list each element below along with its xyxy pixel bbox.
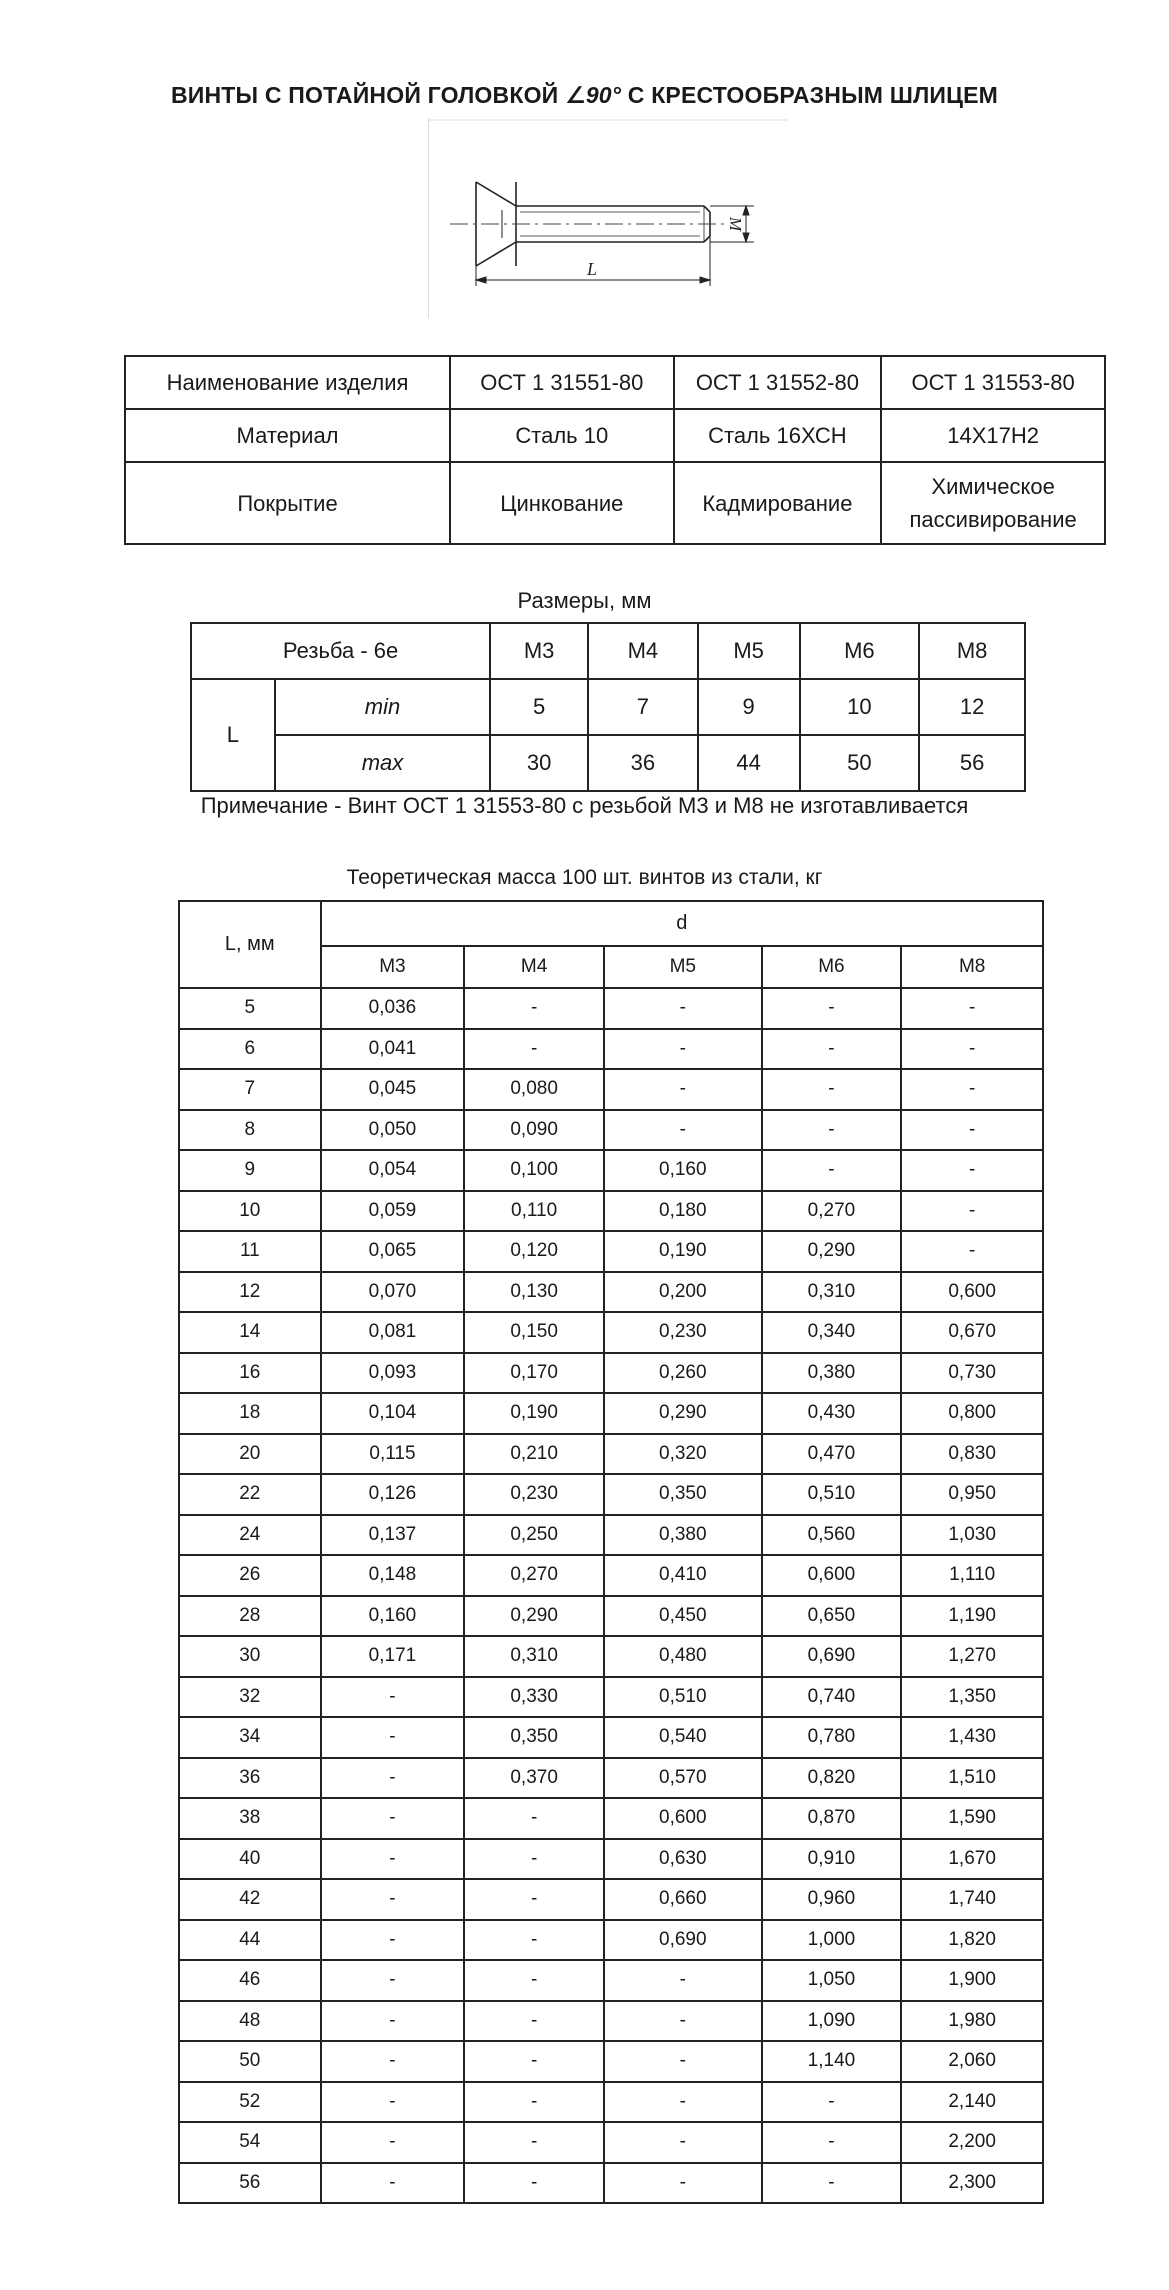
table-row xyxy=(179,1717,1043,1758)
mass-cell: - xyxy=(762,2163,902,2204)
mass-cell: 1,980 xyxy=(901,2001,1043,2042)
mass-cell: 0,650 xyxy=(762,1596,902,1637)
table-row xyxy=(179,1596,1043,1637)
mass-cell: 0,126 xyxy=(321,1474,465,1515)
length-cell: 26 xyxy=(179,1555,321,1596)
table-row xyxy=(179,1029,1043,1070)
mass-cell: 0,065 xyxy=(321,1231,465,1272)
length-cell: 18 xyxy=(179,1393,321,1434)
mass-cell: - xyxy=(604,1110,762,1151)
length-cell: 6 xyxy=(179,1029,321,1070)
mass-cell: 1,430 xyxy=(901,1717,1043,1758)
length-cell: 38 xyxy=(179,1798,321,1839)
table-row xyxy=(179,1150,1043,1191)
table-row xyxy=(179,1312,1043,1353)
table-row xyxy=(179,1069,1043,1110)
table-row xyxy=(179,1515,1043,1556)
mass-cell: 0,950 xyxy=(901,1474,1043,1515)
thread-label: Резьба - 6е xyxy=(191,623,490,679)
mass-cell: 0,600 xyxy=(604,1798,762,1839)
mass-cell: 0,200 xyxy=(604,1272,762,1313)
l-label: L xyxy=(191,679,275,791)
mass-cell: - xyxy=(464,988,604,1029)
length-cell: 44 xyxy=(179,1920,321,1961)
mass-cell: 0,180 xyxy=(604,1191,762,1232)
mass-cell: 0,510 xyxy=(762,1474,902,1515)
mass-cell: 1,000 xyxy=(762,1920,902,1961)
mass-cell: 0,110 xyxy=(464,1191,604,1232)
length-cell: 11 xyxy=(179,1231,321,1272)
title-prefix: ВИНТЫ С ПОТАЙНОЙ ГОЛОВКОЙ xyxy=(170,82,559,108)
mass-cell: 0,150 xyxy=(464,1312,604,1353)
length-cell: 54 xyxy=(179,2122,321,2163)
mass-cell: - xyxy=(901,1029,1043,1070)
mass-cell: - xyxy=(464,2041,604,2082)
table-row xyxy=(179,1110,1043,1151)
table-row xyxy=(179,1191,1043,1232)
mass-cell: - xyxy=(604,1069,762,1110)
mass-cell: 0,230 xyxy=(604,1312,762,1353)
mass-cell: 0,470 xyxy=(762,1434,902,1475)
mass-cell: - xyxy=(464,2122,604,2163)
mass-cell: 0,190 xyxy=(604,1231,762,1272)
table-row xyxy=(179,1839,1043,1880)
spec-row-label: Материал xyxy=(125,409,450,462)
mass-cell: 0,036 xyxy=(321,988,465,1029)
dim-m-label: M xyxy=(726,216,745,232)
mass-cell: 0,830 xyxy=(901,1434,1043,1475)
length-cell: 36 xyxy=(179,1758,321,1799)
mass-cell: 0,137 xyxy=(321,1515,465,1556)
length-cell: 52 xyxy=(179,2082,321,2123)
mass-cell: - xyxy=(321,2041,465,2082)
mass-cell: 1,270 xyxy=(901,1636,1043,1677)
mass-cell: 0,410 xyxy=(604,1555,762,1596)
length-cell: 24 xyxy=(179,1515,321,1556)
mass-col-header: М6 xyxy=(762,946,902,988)
mass-cell: - xyxy=(321,1920,465,1961)
mass-cell: 0,050 xyxy=(321,1110,465,1151)
mass-cell: 0,230 xyxy=(464,1474,604,1515)
max-value: 36 xyxy=(588,735,698,791)
mass-cell: - xyxy=(321,2163,465,2204)
mass-cell: 0,290 xyxy=(464,1596,604,1637)
length-cell: 46 xyxy=(179,1960,321,2001)
table-row xyxy=(179,2082,1043,2123)
length-cell: 14 xyxy=(179,1312,321,1353)
mass-cell: 0,660 xyxy=(604,1879,762,1920)
mass-cell: 0,690 xyxy=(762,1636,902,1677)
mass-cell: - xyxy=(464,1029,604,1070)
mass-cell: 0,250 xyxy=(464,1515,604,1556)
length-cell: 30 xyxy=(179,1636,321,1677)
max-value: 30 xyxy=(490,735,588,791)
mass-cell: 0,870 xyxy=(762,1798,902,1839)
spec-row-label: Покрытие xyxy=(125,462,450,544)
spec-cell: ОСТ 1 31553-80 xyxy=(881,356,1105,409)
table-row xyxy=(179,2001,1043,2042)
spec-cell: ОСТ 1 31552-80 xyxy=(674,356,882,409)
thread-header: М3 xyxy=(490,623,588,679)
mass-cell: - xyxy=(464,1879,604,1920)
length-cell: 7 xyxy=(179,1069,321,1110)
mass-cell: - xyxy=(901,1069,1043,1110)
mass-cell: 0,115 xyxy=(321,1434,465,1475)
mass-cell: - xyxy=(464,2163,604,2204)
min-value: 9 xyxy=(698,679,800,735)
length-cell: 42 xyxy=(179,1879,321,1920)
mass-cell: 1,350 xyxy=(901,1677,1043,1718)
table-row xyxy=(179,1636,1043,1677)
table-row xyxy=(179,1879,1043,1920)
mass-cell: - xyxy=(604,1960,762,2001)
mass-cell: 1,740 xyxy=(901,1879,1043,1920)
mass-cell: 0,290 xyxy=(762,1231,902,1272)
mass-cell: 0,340 xyxy=(762,1312,902,1353)
length-cell: 12 xyxy=(179,1272,321,1313)
spec-cell: ОСТ 1 31551-80 xyxy=(450,356,673,409)
spec-cell: Химическое пассивирование xyxy=(881,462,1105,544)
mass-cell: 0,380 xyxy=(604,1515,762,1556)
mass-cell: 0,960 xyxy=(762,1879,902,1920)
mass-cell: - xyxy=(464,1920,604,1961)
mass-cell: - xyxy=(604,1029,762,1070)
title-angle: ∠90° xyxy=(565,82,622,108)
table-row xyxy=(179,1960,1043,2001)
mass-cell: 0,290 xyxy=(604,1393,762,1434)
mass-cell: - xyxy=(604,988,762,1029)
spec-cell: Сталь 10 xyxy=(450,409,673,462)
spec-cell: Кадмирование xyxy=(674,462,882,544)
mass-cell: - xyxy=(321,2122,465,2163)
mass-cell: - xyxy=(901,1191,1043,1232)
length-cell: 16 xyxy=(179,1353,321,1394)
mass-cell: - xyxy=(321,1798,465,1839)
min-value: 12 xyxy=(919,679,1025,735)
mass-cell: 0,104 xyxy=(321,1393,465,1434)
mass-cell: - xyxy=(321,1879,465,1920)
dim-l-label: L xyxy=(586,259,598,279)
mass-cell: - xyxy=(464,1798,604,1839)
table-row xyxy=(179,988,1043,1029)
min-value: 5 xyxy=(490,679,588,735)
mass-cell: 0,320 xyxy=(604,1434,762,1475)
spec-table xyxy=(124,355,1106,545)
mass-cell: 0,081 xyxy=(321,1312,465,1353)
dims-note: Примечание - Винт ОСТ 1 31553-80 с резьбой М3 и М8 не изготавливается xyxy=(200,793,969,818)
mass-cell: - xyxy=(762,988,902,1029)
max-value: 44 xyxy=(698,735,800,791)
mass-cell: 0,093 xyxy=(321,1353,465,1394)
spec-cell: 14Х17Н2 xyxy=(881,409,1105,462)
table-row xyxy=(179,1920,1043,1961)
spec-row xyxy=(125,356,1105,409)
spec-cell: Цинкование xyxy=(450,462,673,544)
mass-cell: 0,730 xyxy=(901,1353,1043,1394)
mass-cell: 0,780 xyxy=(762,1717,902,1758)
table-row xyxy=(179,1434,1043,1475)
table-row xyxy=(179,2122,1043,2163)
mass-cell: 2,140 xyxy=(901,2082,1043,2123)
table-row xyxy=(179,1231,1043,1272)
mass-cell: 0,380 xyxy=(762,1353,902,1394)
mass-col-header: М8 xyxy=(901,946,1043,988)
mass-cell: - xyxy=(901,1150,1043,1191)
max-label: max xyxy=(275,735,490,791)
mass-cell: 1,670 xyxy=(901,1839,1043,1880)
dims-table xyxy=(190,622,1026,792)
table-row xyxy=(179,2163,1043,2204)
table-row xyxy=(179,1758,1043,1799)
mass-cell: 0,310 xyxy=(762,1272,902,1313)
table-row xyxy=(179,1474,1043,1515)
mass-cell: 0,148 xyxy=(321,1555,465,1596)
length-cell: 40 xyxy=(179,1839,321,1880)
mass-cell: 0,600 xyxy=(762,1555,902,1596)
mass-cell: - xyxy=(762,1069,902,1110)
screw-drawing xyxy=(428,118,808,323)
mass-cell: 0,160 xyxy=(321,1596,465,1637)
mass-cell: 0,070 xyxy=(321,1272,465,1313)
length-cell: 10 xyxy=(179,1191,321,1232)
mass-cell: - xyxy=(762,1150,902,1191)
mass-cell: - xyxy=(321,1960,465,2001)
mass-cell: 0,820 xyxy=(762,1758,902,1799)
length-cell: 56 xyxy=(179,2163,321,2204)
mass-cell: - xyxy=(321,1717,465,1758)
table-row xyxy=(179,1677,1043,1718)
mass-cell: 0,690 xyxy=(604,1920,762,1961)
length-cell: 5 xyxy=(179,988,321,1029)
mass-cell: - xyxy=(321,1839,465,1880)
spec-row xyxy=(125,409,1105,462)
length-cell: 22 xyxy=(179,1474,321,1515)
length-cell: 34 xyxy=(179,1717,321,1758)
length-cell: 9 xyxy=(179,1150,321,1191)
mass-cell: 0,910 xyxy=(762,1839,902,1880)
mass-cell: - xyxy=(762,1110,902,1151)
mass-cell: 0,600 xyxy=(901,1272,1043,1313)
thread-header: М6 xyxy=(800,623,920,679)
mass-cell: 0,171 xyxy=(321,1636,465,1677)
mass-cell: 0,260 xyxy=(604,1353,762,1394)
dims-caption: Размеры, мм xyxy=(517,588,652,613)
mass-cell: - xyxy=(321,1758,465,1799)
mass-cell: 0,059 xyxy=(321,1191,465,1232)
mass-caption: Теоретическая масса 100 шт. винтов из стали, кг xyxy=(346,866,823,889)
max-value: 50 xyxy=(800,735,920,791)
mass-cell: 0,090 xyxy=(464,1110,604,1151)
table-row xyxy=(179,1272,1043,1313)
min-value: 7 xyxy=(588,679,698,735)
mass-col-header: М5 xyxy=(604,946,762,988)
mass-cell: - xyxy=(321,2001,465,2042)
mass-table xyxy=(178,900,1044,2204)
table-row xyxy=(179,1393,1043,1434)
l-mm-header: L, мм xyxy=(179,901,321,988)
mass-cell: 0,740 xyxy=(762,1677,902,1718)
mass-cell: 0,630 xyxy=(604,1839,762,1880)
min-label: min xyxy=(275,679,490,735)
mass-cell: 1,090 xyxy=(762,2001,902,2042)
thread-header: М4 xyxy=(588,623,698,679)
mass-cell: 0,190 xyxy=(464,1393,604,1434)
mass-cell: - xyxy=(604,2041,762,2082)
table-row xyxy=(179,1798,1043,1839)
mass-cell: - xyxy=(604,2082,762,2123)
mass-cell: - xyxy=(464,1839,604,1880)
mass-cell: - xyxy=(604,2122,762,2163)
title-suffix: С КРЕСТООБРАЗНЫМ ШЛИЦЕМ xyxy=(627,82,999,108)
thread-header: М8 xyxy=(919,623,1025,679)
mass-cell: 0,350 xyxy=(604,1474,762,1515)
mass-cell: 0,450 xyxy=(604,1596,762,1637)
thread-header: М5 xyxy=(698,623,800,679)
spec-row xyxy=(125,462,1105,544)
mass-cell: 0,160 xyxy=(604,1150,762,1191)
mass-cell: 0,100 xyxy=(464,1150,604,1191)
mass-cell: 2,300 xyxy=(901,2163,1043,2204)
length-cell: 50 xyxy=(179,2041,321,2082)
mass-col-header: М4 xyxy=(464,946,604,988)
page-title xyxy=(0,82,1169,109)
mass-col-header: М3 xyxy=(321,946,465,988)
mass-cell: 0,350 xyxy=(464,1717,604,1758)
length-cell: 20 xyxy=(179,1434,321,1475)
mass-cell: 0,054 xyxy=(321,1150,465,1191)
mass-cell: 2,200 xyxy=(901,2122,1043,2163)
mass-cell: - xyxy=(604,2163,762,2204)
mass-cell: 0,670 xyxy=(901,1312,1043,1353)
mass-cell: - xyxy=(321,2082,465,2123)
length-cell: 48 xyxy=(179,2001,321,2042)
length-cell: 8 xyxy=(179,1110,321,1151)
mass-cell: 0,080 xyxy=(464,1069,604,1110)
mass-cell: - xyxy=(762,1029,902,1070)
mass-cell: 1,900 xyxy=(901,1960,1043,2001)
mass-cell: 2,060 xyxy=(901,2041,1043,2082)
mass-cell: - xyxy=(901,1110,1043,1151)
mass-cell: 0,130 xyxy=(464,1272,604,1313)
mass-cell: 1,030 xyxy=(901,1515,1043,1556)
d-header: d xyxy=(321,901,1043,946)
mass-cell: - xyxy=(762,2122,902,2163)
table-row xyxy=(179,1353,1043,1394)
mass-cell: - xyxy=(762,2082,902,2123)
mass-cell: 0,560 xyxy=(762,1515,902,1556)
mass-cell: 1,590 xyxy=(901,1798,1043,1839)
mass-cell: 0,370 xyxy=(464,1758,604,1799)
mass-cell: 0,540 xyxy=(604,1717,762,1758)
mass-cell: 0,570 xyxy=(604,1758,762,1799)
mass-cell: 1,820 xyxy=(901,1920,1043,1961)
mass-cell: 0,270 xyxy=(762,1191,902,1232)
mass-cell: - xyxy=(901,1231,1043,1272)
spec-cell: Сталь 16ХСН xyxy=(674,409,882,462)
mass-cell: 1,140 xyxy=(762,2041,902,2082)
mass-cell: 0,310 xyxy=(464,1636,604,1677)
mass-cell: 0,210 xyxy=(464,1434,604,1475)
mass-cell: 0,045 xyxy=(321,1069,465,1110)
mass-cell: - xyxy=(901,988,1043,1029)
mass-cell: - xyxy=(464,2001,604,2042)
mass-cell: 1,050 xyxy=(762,1960,902,2001)
table-row xyxy=(179,1555,1043,1596)
mass-cell: 1,110 xyxy=(901,1555,1043,1596)
mass-cell: - xyxy=(464,2082,604,2123)
mass-cell: 0,120 xyxy=(464,1231,604,1272)
max-value: 56 xyxy=(919,735,1025,791)
length-cell: 28 xyxy=(179,1596,321,1637)
mass-cell: 0,480 xyxy=(604,1636,762,1677)
mass-cell: 0,430 xyxy=(762,1393,902,1434)
spec-row-label: Наименование изделия xyxy=(125,356,450,409)
mass-cell: 1,190 xyxy=(901,1596,1043,1637)
mass-cell: - xyxy=(604,2001,762,2042)
mass-cell: 0,800 xyxy=(901,1393,1043,1434)
mass-cell: 0,170 xyxy=(464,1353,604,1394)
mass-cell: 0,330 xyxy=(464,1677,604,1718)
mass-cell: - xyxy=(464,1960,604,2001)
length-cell: 32 xyxy=(179,1677,321,1718)
mass-cell: 1,510 xyxy=(901,1758,1043,1799)
mass-cell: - xyxy=(321,1677,465,1718)
mass-cell: 0,041 xyxy=(321,1029,465,1070)
min-value: 10 xyxy=(800,679,920,735)
mass-cell: 0,270 xyxy=(464,1555,604,1596)
mass-cell: 0,510 xyxy=(604,1677,762,1718)
table-row xyxy=(179,2041,1043,2082)
